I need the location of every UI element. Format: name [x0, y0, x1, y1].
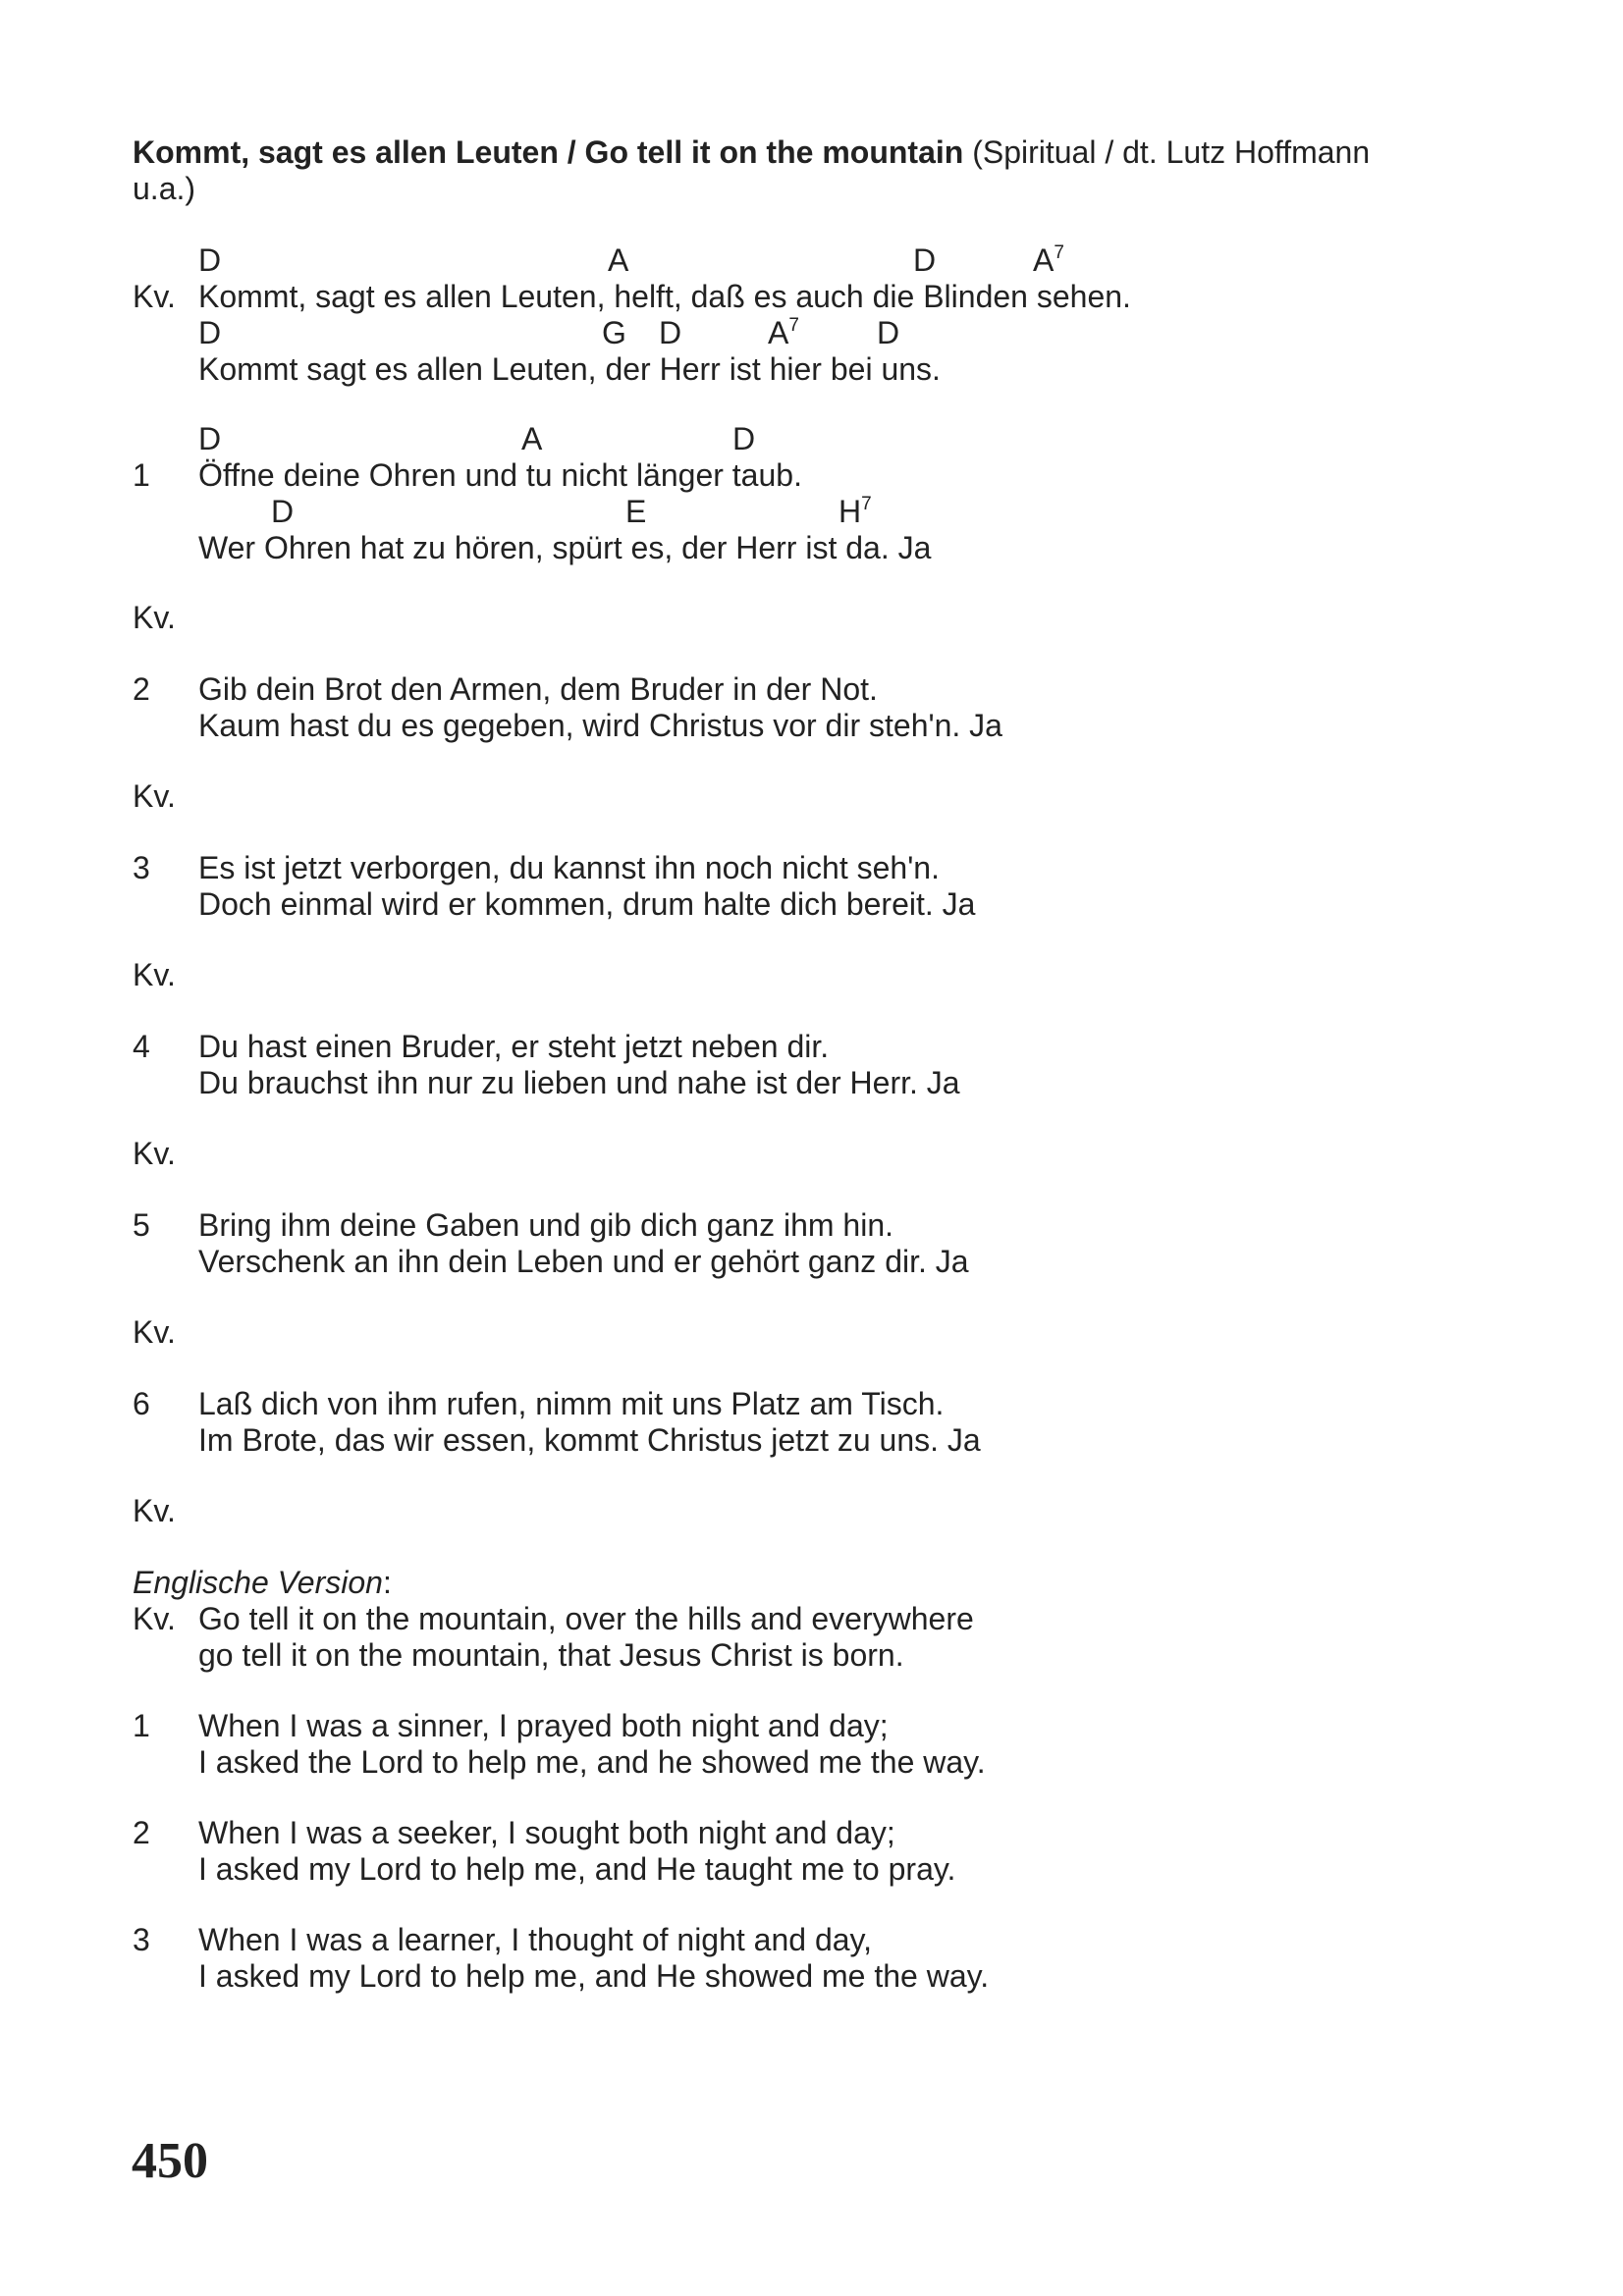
page-number: 450 — [132, 2133, 208, 2189]
chord: D — [198, 242, 222, 278]
lyric-line — [133, 886, 1409, 923]
chord: D — [198, 315, 222, 350]
lyric-text: Du hast einen Bruder, er steht jetzt neben dir. — [198, 1029, 830, 1064]
chord: D — [198, 421, 222, 456]
lyric-text: Gib dein Brot den Armen, dem Bruder in der Not. — [198, 671, 878, 707]
kv-label: Kv. — [133, 600, 176, 635]
lyric-text: When I was a sinner, I prayed both night and day; — [198, 1708, 889, 1743]
chord-row — [133, 421, 1409, 457]
verse-number: 3 — [133, 850, 150, 885]
lyric-text: Go tell it on the mountain, over the hills and everywhere — [198, 1601, 974, 1636]
chord: $A^7$ — [768, 315, 799, 350]
song-title-main: Kommt, sagt es allen Leuten / Go tell it on the mountain — [133, 134, 964, 170]
lyric-line — [133, 671, 1409, 708]
chord: G — [602, 315, 626, 350]
lyric-line — [133, 351, 1409, 388]
verse-block — [133, 1386, 1409, 1459]
kv-label: Kv. — [133, 957, 176, 992]
verse-number: 2 — [133, 1815, 150, 1850]
lyric-text: I asked my Lord to help me, and He showed me the way. — [198, 1958, 990, 1994]
lyric-text: go tell it on the mountain, that Jesus Christ is born. — [198, 1637, 904, 1673]
lyric-text: I asked the Lord to help me, and he showed me the way. — [198, 1744, 986, 1780]
lyric-line — [133, 1958, 1409, 1995]
lyric-text: Es ist jetzt verborgen, du kannst ihn noch nicht seh'n. — [198, 850, 940, 885]
verse-block — [133, 1708, 1409, 1781]
verse-number: 6 — [133, 1386, 150, 1421]
lyric-text: Verschenk an ihn dein Leben und er gehört ganz dir. Ja — [198, 1244, 969, 1279]
lyric-text: Laß dich von ihm rufen, nimm mit uns Platz am Tisch. — [198, 1386, 945, 1421]
lyric-text: Kommt sagt es allen Leuten, der Herr ist hier bei uns. — [198, 351, 941, 387]
verse-number: 1 — [133, 457, 150, 493]
lyric-line — [133, 457, 1409, 494]
lyric-text: Kommt, sagt es allen Leuten, helft, daß es auch die Blinden sehen. — [198, 279, 1131, 314]
refrain-label: Kv. — [133, 1601, 176, 1636]
refrain-block — [133, 242, 1409, 388]
verse-number: 3 — [133, 1922, 150, 1957]
lyric-line — [133, 1922, 1409, 1958]
english-heading-text: Englische Version — [133, 1565, 383, 1600]
kv-label: Kv. — [133, 778, 176, 814]
kv-label: Kv. — [133, 1493, 176, 1528]
verse-block — [133, 671, 1409, 744]
verse-block — [133, 1029, 1409, 1101]
verse-number: 4 — [133, 1029, 150, 1064]
lyric-text: I asked my Lord to help me, and He taught me to pray. — [198, 1851, 956, 1887]
verse-block — [133, 1207, 1409, 1280]
lyric-text: Du brauchst ihn nur zu lieben und nahe ist der Herr. Ja — [198, 1065, 960, 1100]
lyric-text: Öffne deine Ohren und tu nicht länger taub. — [198, 457, 802, 493]
chord: A — [608, 242, 629, 278]
lyric-line — [133, 1637, 1409, 1674]
verse-block — [133, 1922, 1409, 1995]
lyric-text: Kaum hast du es gegeben, wird Christus vor dir steh'n. Ja — [198, 708, 1002, 743]
lyric-line — [133, 530, 1409, 566]
lyric-text: Doch einmal wird er kommen, drum halte dich bereit. Ja — [198, 886, 976, 922]
lyric-line — [133, 1386, 1409, 1422]
chord: D — [271, 494, 295, 529]
lyric-line — [133, 1029, 1409, 1065]
lyric-text: When I was a learner, I thought of night and day, — [198, 1922, 873, 1957]
refrain-label: Kv. — [133, 279, 176, 314]
chord: D — [732, 421, 756, 456]
chord: E — [625, 494, 647, 529]
kv-label: Kv. — [133, 1136, 176, 1171]
english-version — [133, 1565, 1409, 1674]
verse-block — [133, 421, 1409, 566]
lyric-line — [133, 1815, 1409, 1851]
lyric-line — [133, 1207, 1409, 1244]
lyric-line — [133, 1244, 1409, 1280]
verse-block — [133, 1815, 1409, 1888]
chord: D — [659, 315, 682, 350]
chord-row — [133, 494, 1409, 530]
verse-number: 5 — [133, 1207, 150, 1243]
lyric-text: When I was a seeker, I sought both night and day; — [198, 1815, 895, 1850]
kv-label: Kv. — [133, 1314, 176, 1350]
lyric-line — [133, 1708, 1409, 1744]
song-title — [133, 134, 1409, 207]
lyric-line — [133, 279, 1409, 315]
verse-number: 2 — [133, 671, 150, 707]
lyric-line — [133, 1744, 1409, 1781]
lyric-line — [133, 1422, 1409, 1459]
chord-row — [133, 315, 1409, 351]
lyric-line — [133, 850, 1409, 886]
lyric-line — [133, 1065, 1409, 1101]
lyric-line — [133, 1851, 1409, 1888]
chord: $A^7$ — [1033, 242, 1064, 278]
lyric-text: Im Brote, das wir essen, kommt Christus jetzt zu uns. Ja — [198, 1422, 981, 1458]
chord-row — [133, 242, 1409, 279]
song-title-credits: (Spiritual / dt. Lutz Hoffmann u.a.) — [133, 134, 1371, 206]
lyric-line — [133, 1601, 1409, 1637]
lyric-line — [133, 708, 1409, 744]
chord: $H^7$ — [839, 494, 872, 529]
english-heading: Englische Version: — [133, 1565, 392, 1600]
verse-block — [133, 850, 1409, 923]
chord: D — [913, 242, 937, 278]
lyric-text: Wer Ohren hat zu hören, spürt es, der Herr ist da. Ja — [198, 530, 932, 565]
chord: A — [521, 421, 543, 456]
lyric-text: Bring ihm deine Gaben und gib dich ganz ihm hin. — [198, 1207, 893, 1243]
verse-number: 1 — [133, 1708, 150, 1743]
chord: D — [877, 315, 900, 350]
